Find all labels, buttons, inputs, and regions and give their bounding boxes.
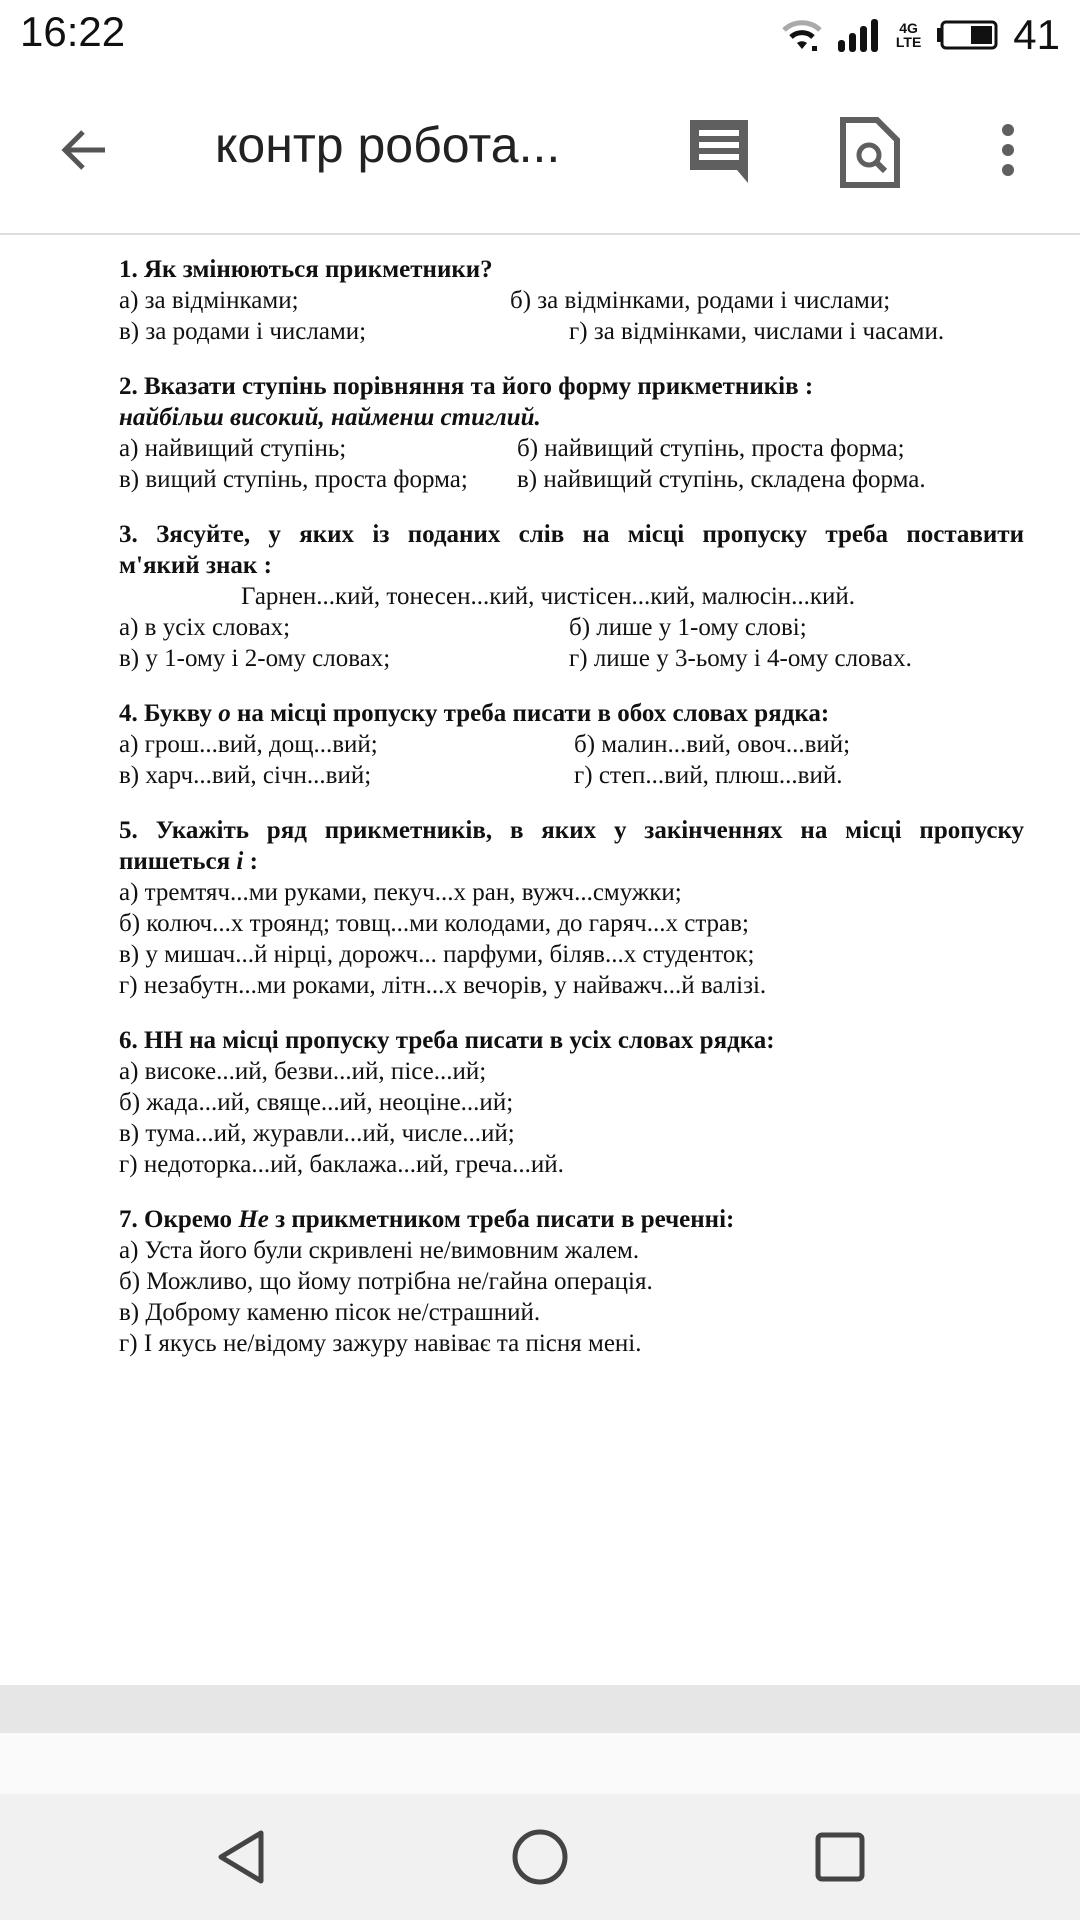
navigation-bar <box>0 1794 1080 1920</box>
option-b: б) жада...ий, свяще...ий, неоціне...ий; <box>119 1089 514 1116</box>
option-a: а) грош...вий, дощ...вий; <box>119 731 378 758</box>
option-g: г) незабутн...ми роками, літн...х вечорів, у найважч...й валізі. <box>119 972 767 999</box>
question-words: найбільш високий, найменш стиглий. <box>119 404 541 431</box>
option-g: г) за відмінками, числами і часами. <box>569 318 945 345</box>
question-4 <box>119 698 1024 791</box>
option-a: а) високе...ий, безви...ий, пісе...ий; <box>119 1058 487 1085</box>
option-a: а) Уста його були скривлені не/вимовним жалем. <box>119 1237 640 1264</box>
document-page[interactable] <box>0 235 1080 1685</box>
option-b: б) колюч...х троянд; товщ...ми колодами, до гаряч...х страв; <box>119 910 749 937</box>
more-options-icon[interactable] <box>990 115 1026 190</box>
option-b: б) Можливо, що йому потрібна не/гайна операція. <box>119 1268 653 1295</box>
question-2 <box>119 371 1024 495</box>
option-v: в) тума...ий, журавли...ий, числе...ий; <box>119 1120 515 1147</box>
option-g: г) недоторка...ий, баклажа...ий, греча...ий. <box>119 1151 564 1178</box>
option-v: в) Доброму каменю пісок не/страшний. <box>119 1299 541 1326</box>
question-title-line-1: 5. Укажіть ряд прикметників, в яких у закінченнях на місці пропуску <box>119 817 1024 844</box>
option-v: в) у 1-ому і 2-ому словах; <box>119 645 391 672</box>
question-title: 2. Вказати ступінь порівняння та його форму прикметників : <box>119 373 814 400</box>
status-time: 16:22 <box>20 8 126 55</box>
nav-recents-icon[interactable] <box>810 1827 870 1887</box>
document-title: контр робота... <box>215 117 561 173</box>
question-3 <box>119 519 1024 674</box>
nav-home-icon[interactable] <box>510 1827 570 1887</box>
option-b: б) лише у 1-ому слові; <box>569 614 807 641</box>
option-v: в) у мишач...й нірці, дорожч... парфуми, біляв...х студенток; <box>119 941 755 968</box>
question-5 <box>119 815 1024 1001</box>
wifi-icon <box>782 18 822 52</box>
option-v: в) за родами і числами; <box>119 318 367 345</box>
option-v: в) вищий ступінь, проста форма; <box>119 466 468 493</box>
viewer-background <box>0 1733 1080 1794</box>
option-a: а) в усіх словах; <box>119 614 291 641</box>
question-title-line-2: пишеться і : <box>119 848 258 875</box>
document-content <box>119 254 1024 1383</box>
back-arrow-icon[interactable] <box>55 120 115 180</box>
question-title: 1. Як змінюються прикметники? <box>119 256 493 283</box>
option-a: а) найвищий ступінь; <box>119 435 347 462</box>
status-bar <box>0 0 1080 70</box>
question-6 <box>119 1025 1024 1180</box>
question-title: 4. Букву о на місці пропуску треба писати в обох словах рядка: <box>119 700 830 727</box>
network-type: 4G LTE <box>895 20 922 50</box>
option-b: б) найвищий ступінь, проста форма; <box>517 435 905 462</box>
question-title: 7. Окремо Не з прикметником треба писати в реченні: <box>119 1206 735 1233</box>
nav-back-icon[interactable] <box>211 1827 271 1887</box>
question-title-line-2: м'який знак : <box>119 552 272 579</box>
question-title-line-1: 3. Зясуйте, у яких із поданих слів на місці пропуску треба поставити <box>119 521 1024 548</box>
option-g: г) степ...вий, плюш...вий. <box>574 762 843 789</box>
question-title: 6. НН на місці пропуску треба писати в усіх словах рядка: <box>119 1027 775 1054</box>
option-a: а) за відмінками; <box>119 287 299 314</box>
option-g: г) І якусь не/відому зажуру навіває та пісня мені. <box>119 1330 642 1357</box>
question-7 <box>119 1204 1024 1359</box>
page-separator <box>0 1685 1080 1733</box>
battery-icon <box>935 19 999 51</box>
comments-icon[interactable] <box>685 115 755 190</box>
status-icons <box>782 10 1060 60</box>
option-b: б) малин...вий, овоч...вий; <box>574 731 851 758</box>
find-in-document-icon[interactable] <box>835 115 905 190</box>
option-v2: в) найвищий ступінь, складена форма. <box>517 466 926 493</box>
battery-level: 41 <box>1013 11 1060 58</box>
signal-icon <box>836 18 882 52</box>
option-b: б) за відмінками, родами і числами; <box>510 287 891 314</box>
question-words: Гарнен...кий, тонесен...кий, чистісен...кий, малюсін...кий. <box>241 583 856 610</box>
question-1 <box>119 254 1024 347</box>
app-bar <box>0 70 1080 235</box>
option-v: в) харч...вий, січн...вий; <box>119 762 372 789</box>
option-g: г) лише у 3-ьому і 4-ому словах. <box>569 645 912 672</box>
option-a: а) тремтяч...ми руками, пекуч...х ран, вужч...смужки; <box>119 879 682 906</box>
